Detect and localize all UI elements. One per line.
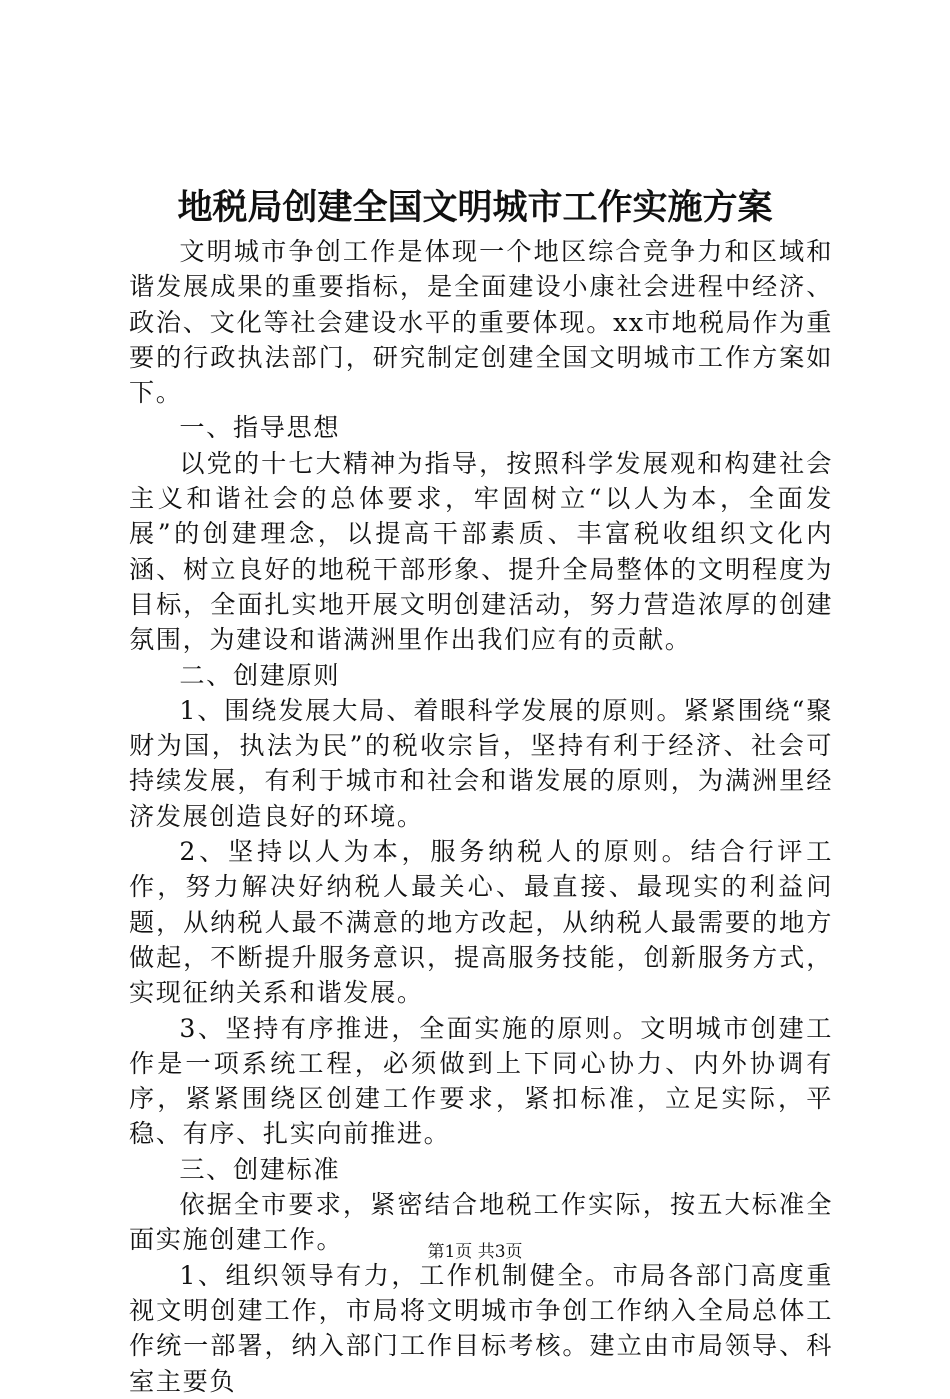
section-heading-standards: 三、创建标准 (179, 1154, 341, 1184)
paragraph-principle-2: 2、坚持以人为本，服务纳税人的原则。结合行评工作，努力解决好纳税人最关心、最直接、最现实的利益问题，从纳税人最不满意的地方改起，从纳税人最需要的地方做起，不断提升服务意识，提高服务技能，创新服务方式，实现征纳关系和谐发展。 (129, 837, 833, 1008)
paragraph-principle-3: 3、坚持有序推进，全面实施的原则。文明城市创建工作是一项系统工程，必须做到上下同心协力、内外协调有序，紧紧围绕区创建工作要求，紧扣标准，立足实际，平稳、有序、扎实向前推进。 (129, 1013, 833, 1149)
paragraph-intro: 文明城市争创工作是体现一个地区综合竞争力和区域和谐发展成果的重要指标，是全面建设小康社会进程中经济、政治、文化等社会建设水平的重要体现。xx市地税局作为重要的行政执法部门，研究制定创建全国文明城市工作方案如下。 (129, 237, 833, 408)
section-heading-principles: 二、创建原则 (179, 660, 341, 690)
document-body (129, 234, 833, 1399)
page-footer: 第1页 共3页 (427, 1242, 523, 1262)
section-heading-guiding-ideology: 一、指导思想 (179, 413, 341, 443)
paragraph-principle-1: 1、围绕发展大局、着眼科学发展的原则。紧紧围绕“聚财为国，执法为民”的税收宗旨，坚持有利于经济、社会可持续发展，有利于城市和社会和谐发展的原则，为满洲里经济发展创造良好的环境。 (129, 695, 833, 831)
document-title: 地税局创建全国文明城市工作实施方案 (177, 187, 773, 228)
paragraph-standards-intro: 依据全市要求，紧密结合地税工作实际，按五大标准全面实施创建工作。 (129, 1190, 833, 1255)
paragraph-standard-1: 1、组织领导有力，工作机制健全。市局各部门高度重视文明创建工作，市局将文明城市争创工作纳入全局总体工作统一部署，纳入部门工作目标考核。建立由市局领导、科室主要负 (129, 1260, 833, 1396)
paragraph-guiding-ideology: 以党的十七大精神为指导，按照科学发展观和构建社会主义和谐社会的总体要求，牢固树立“以人为本，全面发展”的创建理念，以提高干部素质、丰富税收组织文化内涵、树立良好的地税干部形象、提升全局整体的文明程度为目标，全面扎实地开展文明创建活动，努力营造浓厚的创建氛围，为建设和谐满洲里作出我们应有的贡献。 (129, 448, 833, 655)
